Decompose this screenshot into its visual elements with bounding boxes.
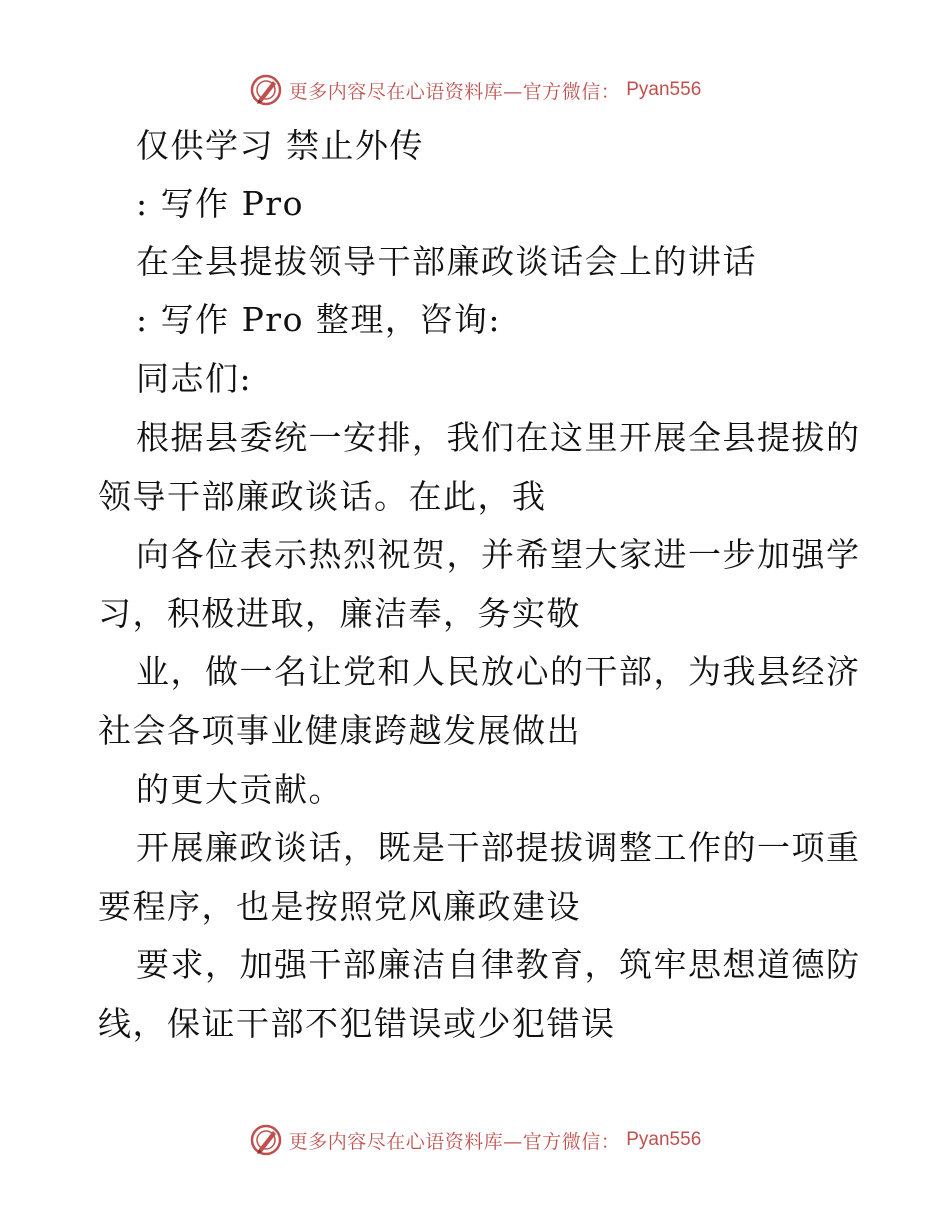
document-line: 要求，加强干部廉洁自律教育，筑牢思想道德防 xyxy=(136,945,861,984)
document-line: 开展廉政谈话，既是干部提拔调整工作的一项重 xyxy=(136,828,861,867)
document-line: : 写作 Pro xyxy=(136,184,304,223)
watermark-text: 更多内容尽在心语资料库—官方微信： xyxy=(288,80,621,103)
document-line: 的更大贡献。 xyxy=(136,770,343,809)
document-line: 根据县委统一安排，我们在这里开展全县提拔的 xyxy=(136,418,861,457)
footer-watermark xyxy=(0,1122,950,1158)
pen-logo-icon xyxy=(249,1123,283,1157)
document-line: 要程序，也是按照党风廉政建设 xyxy=(98,887,581,926)
document-line: 同志们: xyxy=(136,359,253,398)
watermark-contact: Pyan556 xyxy=(626,1129,702,1150)
document-line: 线，保证干部不犯错误或少犯错误 xyxy=(98,1004,616,1043)
document-line: 业，做一名让党和人民放心的干部，为我县经济 xyxy=(136,652,861,691)
document-line: 领导干部廉政谈话。在此，我 xyxy=(98,477,547,516)
pen-logo-icon xyxy=(249,73,283,107)
document-line: 社会各项事业健康跨越发展做出 xyxy=(98,711,581,750)
document-line: : 写作 Pro 整理，咨询: xyxy=(136,300,502,339)
watermark-contact: Pyan556 xyxy=(626,79,702,100)
document-line: 在全县提拔领导干部廉政谈话会上的讲话 xyxy=(136,242,757,281)
document-line: 习，积极进取，廉洁奉，务实敬 xyxy=(98,594,581,633)
header-watermark xyxy=(0,72,950,108)
document-line: 仅供学习 禁止外传 xyxy=(136,126,424,165)
watermark-text: 更多内容尽在心语资料库—官方微信： xyxy=(288,1130,621,1153)
document-line: 向各位表示热烈祝贺，并希望大家进一步加强学 xyxy=(136,535,861,574)
